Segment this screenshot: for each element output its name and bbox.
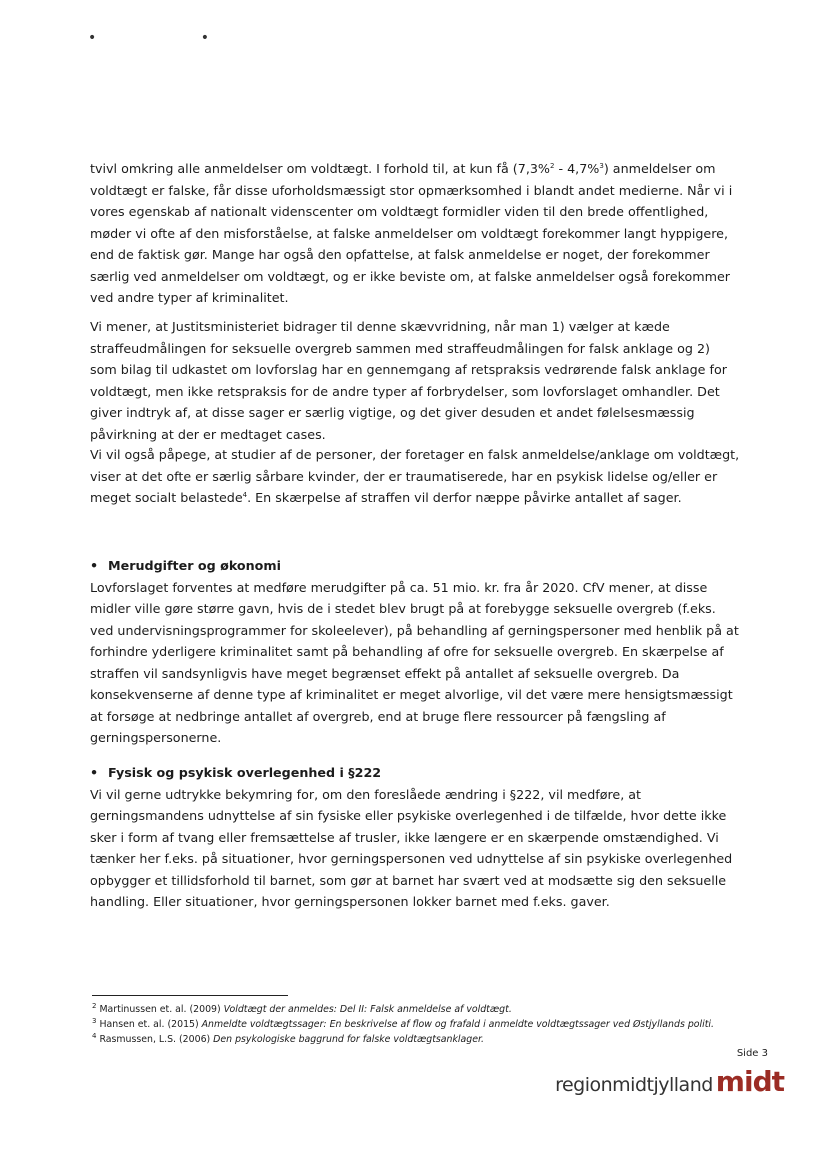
footnote-4: $^4$ Rasmussen, L.S. (2006) Den psykologiske baggrund for falske voldtægtsanklager. [92, 1031, 484, 1045]
section-heading: • Merudgifter og økonomi [90, 558, 281, 573]
logo-mark: midt [715, 1065, 784, 1098]
section-body: Vi vil gerne udtrykke bekymring for, om den foreslåede ændring i §222, vil medføre, at gerningsmandens udnyttelse af sin fysiske eller psykiske overlegenhed i de tilfælde, hvor dette ikke sker i form af tvang eller fremsættelse af trusler, ikke længere er en skærpende omstændighed. Vi tænker her f.eks. på situationer, hvor gerningspersonen ved udnyttelse af sin psykiske overlegenhed opbygger et tillidsforhold til barnet, som gør at barnet har svært ved at modsætte sig den seksuelle handling. Eller situationer, hvor gerningspersonen lokker barnet med f.eks. gaver. [90, 786, 733, 909]
footnote-3: $^3$ Hansen et. al. (2015) Anmeldte voldtægtssager: En beskrivelse af flow og frafald i anmeldte voldtægtssager ved Østjyllands politi. [92, 1016, 714, 1030]
footnote-ref-3: 3 [599, 161, 604, 170]
paragraph-ministry: Vi mener, at Justitsministeriet bidrager til denne skævvridning, når man 1) vælger at kæde straffeudmålingen for seksuelle overgreb sammen med straffeudmålingen for falsk anklage og 2) som bilag til udkastet om lovforslag har en gennemgang af retspraksis vedrørende falsk anklage for voldtægt, men ikke retspraksis for de andre typer af forbrydelser, som lovforslaget omhandler. Det giver indtryk af, at disse sager er særlig vigtige, og det giver desuden et andet følelsesmæssig påvirkning at der er medtaget cases. [90, 319, 727, 442]
region-logo [555, 1065, 784, 1098]
footnote-ref-4: 4 [242, 490, 248, 499]
section-superiority [90, 762, 740, 913]
footnotes [92, 1003, 732, 1048]
page-number: Side 3 [736, 1048, 768, 1059]
footnote-divider [92, 995, 288, 996]
paragraph-studies: Vi vil også påpege, at studier af de personer, der foretager en falsk anmeldelse/anklage om voldtægt, viser at det ofte er særlig sårbare kvinder, der er traumatiserede, har en psykisk lidelse og/eller er meget socialt belastede$^4$. En skærpelse af straffen vil derfor næppe påvirke antallet af sager. [90, 447, 740, 505]
logo-text: regionmidtjylland [555, 1074, 713, 1096]
footnote-ref-2: 2 [549, 161, 555, 170]
footnote-2: $^2$ Martinussen et. al. (2009) Voldtægt der anmeldes: Del II: Falsk anmeldelse af voldtægt. [92, 1001, 512, 1015]
paragraph-false-reports: tvivl omkring alle anmeldelser om voldtægt. I forhold til, at kun få (7,3%$^2$ - 4,7%$^3$) anmeldelser om voldtægt er falske, får disse uforholdsmæssigt stor opmærksomhed i blandt andet medierne. Når vi i vores egenskab af nationalt videnscenter om voldtægt formidler viden til den brede offentlighed, møder vi ofte af den misforståelse, at falske anmeldelser om voldtægt forekommer langt hyppigere, end de faktisk gør. Mange har også den opfattelse, at falsk anmeldelse er noget, der forekommer særlig ved anmeldelser om voldtægt, og er ikke beviste om, at falske anmeldelser også forekommer ved andre typer af kriminalitet. [90, 161, 733, 305]
section-heading: • Fysisk og psykisk overlegenhed i §222 [90, 765, 382, 780]
section-costs [90, 555, 740, 749]
section-body: Lovforslaget forventes at medføre merudgifter på ca. 51 mio. kr. fra år 2020. CfV mener, at disse midler ville gøre større gavn, hvis de i stedet blev brugt på at forebygge seksuelle overgreb (f.eks. ved undervisningsprogrammer for skoleelever), på behandling af gerningspersoner med henblik på at forhindre yderligere kriminalitet samt på behandling af ofre for seksuelle overgreb. En skærpelse af straffen vil sandsynligvis have meget begrænset effekt på antallet af seksuelle overgreb. Da konsekvenserne af denne type af kriminalitet er meget alvorlige, vil det være mere hensigtsmæssigt at forsøge at nedbringe antallet af overgreb, end at bruge flere ressourcer på fængsling af gerningspersonerne. [90, 579, 739, 745]
scan-specks: • • [88, 30, 259, 46]
